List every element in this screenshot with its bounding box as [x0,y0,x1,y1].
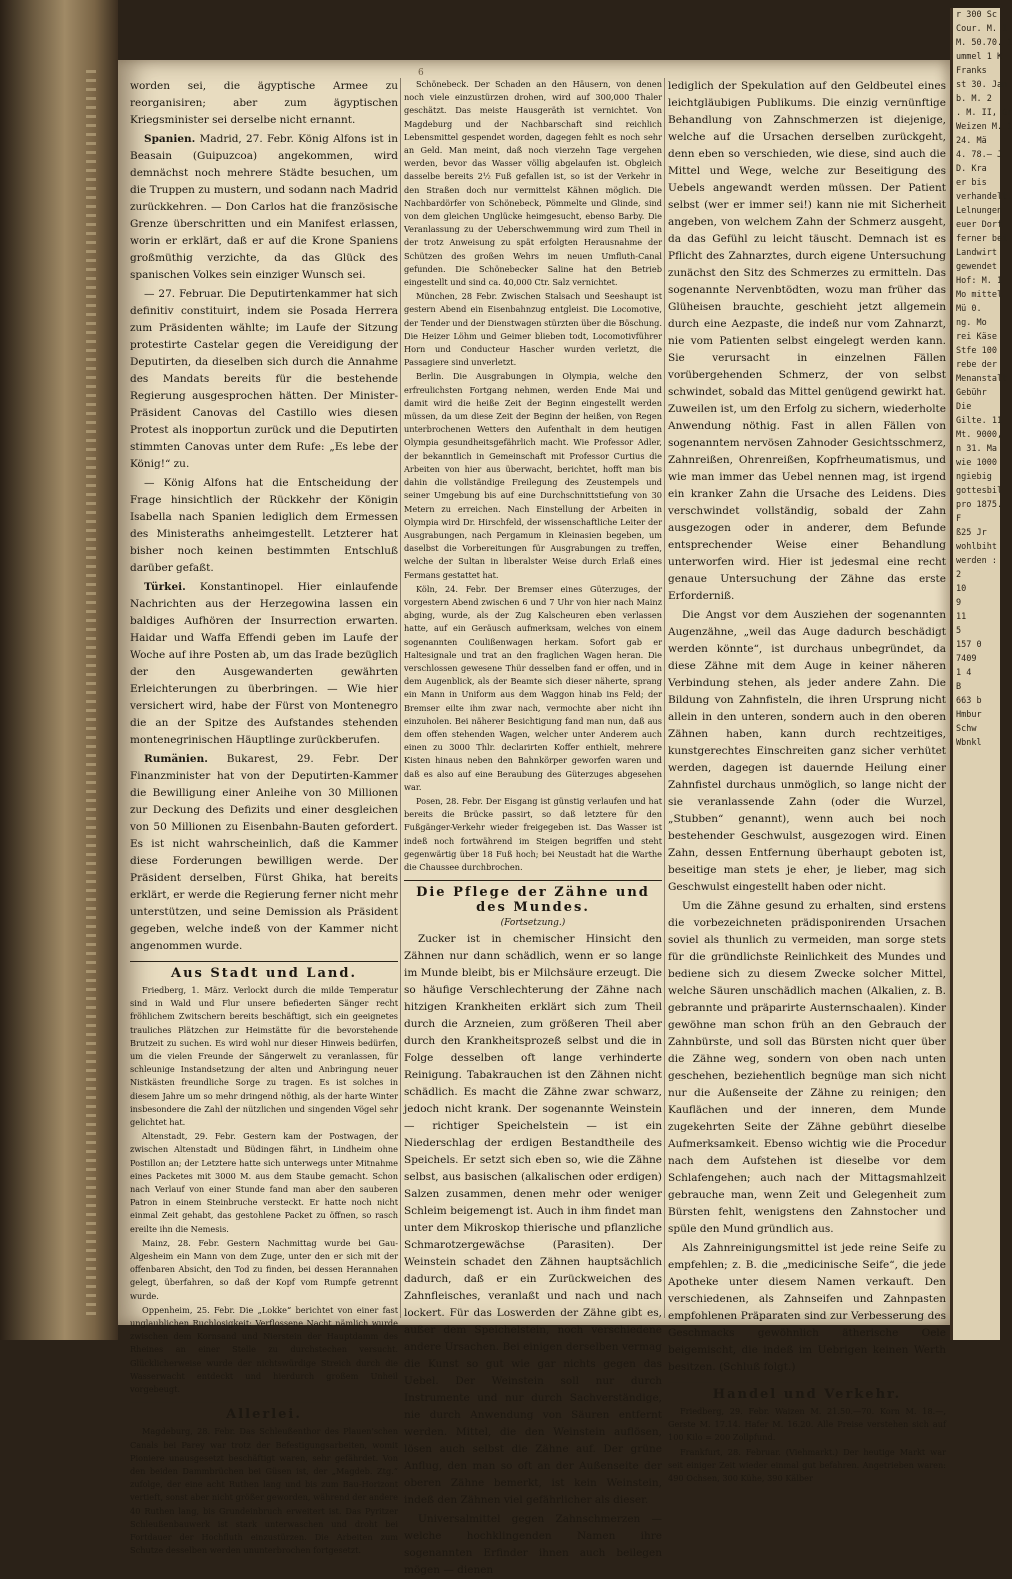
adjacent-page-text: Mü 0. [956,304,982,314]
binding-stitch [86,97,96,100]
binding-stitch [86,934,96,937]
newspaper-page [118,60,950,1577]
binding-stitch [86,1042,96,1045]
binding-stitch [86,970,96,973]
adjacent-page-text: 11 [956,612,967,622]
column-1 [130,78,399,1556]
binding-stitch [86,286,96,289]
adjacent-page-text: Hof: M. 1 [956,276,1003,286]
adjacent-page-text: 4. 78.— J [956,150,1003,160]
spain-heading: Spanien. [144,133,196,145]
binding-stitch [86,304,96,307]
adjacent-page-text: Weizen M. 1 [956,122,1012,132]
binding-stitch [86,331,96,334]
binding-stitch [86,484,96,487]
adjacent-page-text: ummel 1 K [956,52,1003,62]
binding-stitch [86,376,96,379]
romania-text: Bukarest, 29. Febr. Der Finanzminister hat von der Deputirten-Kammer die Bewilligung einer Anleihe von 30 Millionen zur Deckung des Defizits und einer desgleichen von 50 Millionen zu Eisenbahn-Bauten gefordert. Es ist nicht wahrscheinlich, daß die Kammer diese Forderungen bewilligen werde. Der Präsident derselben, Fürst Ghika, hat bereits erklärt, er werde die Regierung ferner nicht mehr unterstützen, und seine Demission als Präsident gegeben, welche indeß von der Kammer nicht angenommen wurde. [130,753,399,952]
article-subheading: (Fortsetzung.) [500,918,566,929]
binding-stitch [86,196,96,199]
local-news-item: Oppenheim, 25. Febr. Die „Lokke“ berichtet von einer fast unglaublichen Ruchlosigkeit: Verflossene Nacht nämlich wurde zwischen dem Kornsand und Nierstein der Hauptdamm des Rheines an einer Stelle zu durchstechen versucht. Glücklicherweise wurde der nichtswürdige Streich durch die Wasserwacht entdeckt und hierdurch großem Unheil vorgebeugt. [130,1304,398,1395]
miscellany-item: Magdeburg, 28. Febr. Das Schleußenthor des Plauen'schen Canals bei Parey war trotz der Befestigungsarbeiten, womit Pioniere unausgesetzt beschäftigt waren, sehr gefährdet. Von den beiden Dammbrüchen bei Güsen ist, der „Magdeb. Ztg.“ zufolge, der eine acht Ruthen lang und bis zum Bau-Horizont vertieft, sonst aber nicht größer geworden, während der andere 40 Ruthen lang, bis Grundeinbruch erweitert ist. Das Pyritzer Schleußenbauwerk ist stark unterwaschen und droht bei Fortdauer der Hochfluth einzustürzen. Die Arbeiten zum Schutze desselben werden ununterbrochen fortgesetzt. [130,1426,398,1556]
binding-stitch [86,592,96,595]
binding-stitch [86,241,96,244]
adjacent-page-text: 9 [956,598,962,608]
binding-stitch [86,232,96,235]
binding-stitch [86,1123,96,1126]
binding-stitch [86,214,96,217]
adjacent-page-text: er bis [956,178,987,188]
binding-stitch [86,403,96,406]
adjacent-page-text: Wbnkl [956,738,982,748]
adjacent-page-text: werden : [956,556,997,566]
binding-stitch [86,88,96,91]
binding-stitch [86,295,96,298]
adjacent-page-text: . M. II, Gr [956,108,1012,118]
binding-stitch [86,268,96,271]
binding-stitch [86,1168,96,1171]
binding-stitch [86,1132,96,1135]
binding-stitch [86,1249,96,1252]
binding-stitch [86,367,96,370]
binding-stitch [86,997,96,1000]
binding-stitch [86,988,96,991]
binding-stitch [86,808,96,811]
binding-stitch [86,880,96,883]
binding-stitch [86,736,96,739]
column-2 [404,78,662,1577]
turkey-text: Konstantinopel. Hier einlaufende Nachrichten aus der Herzegowina lassen ein baldiges Aufhören der Insurrection erwarten. Haidar und Waffa Effendi geben im Laufe der Woche auf ihre Posten ab, um das Irade bezüglich der den Ausgewanderten gewährten Erleichterungen zu überbringen. — Wie hier versichert wird, habe der Fürst von Montenegro die an der Spitze des Aufstandes stehenden montenegrinischen Häuptlinge zurückberufen. [130,581,398,746]
binding-stitch [86,349,96,352]
local-news-item: Friedberg, 1. März. Verlockt durch die milde Temperatur sind in Wald und Flur unsere befiederten Sänger recht fröhlichem Zwitschern bereits beschäftigt, sich ein geeignetes trauliches Plätzchen zur Heimstätte für die bevorstehende Brutzeit zu suchen. Es wird wohl nur dieser Hinweis bedürfen, um die vielen Freunde der Sängerwelt zu veranlassen, für schleunige Instandsetzung der alten und Anbringung neuer Nistkästen freundliche Sorge zu tragen. Es ist solches in diesem Jahre um so mehr dringend nöthig, als der harte Winter insbesondere die Zahl der nützlichen und singenden Vögel sehr gelichtet hat. [130,985,398,1128]
article-paragraph: Um die Zähne gesund zu erhalten, sind erstens die vorbezeichneten prädisponirenden Ursachen soviel als thunlich zu vermeiden, man sorge stets für die gründlichste Reinlichkeit des Mundes und bediene sich zu diesem Zwecke solcher Mittel, welche Säuren unschädlich machen (Alkalien, z. B. gebrannte und präparirte Austernschaalen). Kinder gewöhne man schon früh an den Gebrauch der Zahnbürste, und soll das Bürsten nicht quer über die Zähne weg, sondern von oben nach unten geschehen, beziehentlich begnüge man sich nicht nur die Außenseite der Zähne zu reinigen; den Kauflächen und der inneren, dem Munde zugekehrten Seite der Zähne gebührt dieselbe Aufmerksamkeit. Ebenso wichtig wie die Procedur nach dem Aufstehen ist dieselbe vor dem Schlafengehen; auch nach der Mittagsmahlzeit gebrauche man, wenn Zeit und Gelegenheit zum Bürsten fehlt, wenigstens den Zahnstocher und spüle den Mund gründlich aus. [668,900,946,1235]
egypt-paragraph: worden sei, die ägyptische Armee zu reorganisiren; aber zum ägyptischen Kriegsminister sei derselbe nicht ernannt. [130,80,398,126]
book-binding [0,0,118,1340]
binding-stitch [86,889,96,892]
binding-stitch [86,520,96,523]
page-mark: 6 [418,68,424,78]
binding-stitch [86,799,96,802]
binding-stitch [86,781,96,784]
binding-stitch [86,1276,96,1279]
adjacent-page-text: st 30. Jan [956,80,1008,90]
binding-stitch [86,961,96,964]
adjacent-page-text: gewendet [956,262,997,272]
binding-stitch [86,1105,96,1108]
binding-stitch [86,1186,96,1189]
binding-stitch [86,718,96,721]
binding-stitch [86,70,96,73]
miscellany-item: Posen, 28. Febr. Der Eisgang ist günstig verlaufen und hat bereits die Brücke passirt, so daß letztere für den Fußgänger-Verkehr wieder freigegeben ist. Das Wasser ist indeß noch fortwährend im Steigen begriffen und steht gegenwärtig über 18 Fuß hoch; bei Neustadt hat die Warthe die Chaussee durchbrochen. [404,795,662,872]
trade-item: Friedberg, 29. Febr. Waizen M. 21.50.—70. Korn M. 18.—, Gerste M. 17.14. Hafer M. 16.20. Alle Preise verstehen sich auf 100 Kilo = 200 Zollpfund. [668,1406,946,1443]
binding-stitch [86,790,96,793]
adjacent-page-text: euer Dorf [956,220,1003,230]
local-news-list [130,984,398,1396]
binding-stitch [86,1024,96,1027]
binding-stitch [86,979,96,982]
binding-stitch [86,1087,96,1090]
romania-heading: Rumänien. [144,753,208,765]
binding-stitch [86,502,96,505]
spain-paragraph [130,131,398,284]
binding-stitch [86,277,96,280]
binding-stitch [86,421,96,424]
binding-stitch [86,952,96,955]
binding-stitch [86,565,96,568]
binding-stitch [86,133,96,136]
binding-stitch [86,1267,96,1270]
binding-stitch [86,1213,96,1216]
binding-stitch [86,1141,96,1144]
adjacent-page-text: ng. Mo [956,318,987,328]
article-paragraph: lediglich der Spekulation auf den Geldbeutel eines leichtgläubigen Publikums. Die einzig vernünftige Behandlung von Zahnschmerzen ist diejenige, welche auf die Ursachen derselben zurückgeht, denn eben so verschieden, wie diese, sind auch die Mittel und Wege, welche zur Beseitigung des Uebels angewandt werden müssen. Der Patient selbst (wer er immer sei!) kann nie mit Sicherheit angeben, von welchem Zahn der Schmerz ausgeht, da das Gefühl zu leicht täuscht. Demnach ist es Pflicht des Zahnarztes, durch eigene Untersuchung zunächst den Sitz des Schmerzes zu ermitteln. Das sogenannte Nervenbtödten, wozu man früher das Glüheisen brauchte, geschieht jetzt allgemein durch eine Aezpaste, die indeß nur vom Zahnarzt, nie vom Patienten selbst eingelegt werden kann. Sie verursacht in einzelnen Fällen vorübergehenden Schmerz, der von selbst schwindet, sobald das Mittel genügend gewirkt hat. Zuweilen ist, um den Erfolg zu sichern, wiederholte Anwendung nöthig. Fast in allen Fällen von sogenanntem nervösen Zahnoder Gesichtsschmerz, Zahnreißen, Ohrenreißen, Kopfrheumatismus, und wie man immer das Uebel nennen mag, ist irgend ein kranker Zahn die Ursache des Leidens. Dies verschwindet vollständig, sobald der Zahn ausgezogen oder in anderer, dem Befunde entsprechender Weise einer Behandlung unterworfen wird. Hier ist jedesmal eine recht genaue Untersuchung der Zähne das erste Erforderniß. [668,80,946,602]
adjacent-page-text: 2 [956,570,962,580]
binding-stitch [86,709,96,712]
binding-stitch [86,619,96,622]
spain-text: Madrid, 27. Febr. König Alfons ist in Beasain (Guipuzcoa) angekommen, wird demnächst noch mehrere Städte besuchen, um die Truppen zu mustern, und sodann nach Madrid zurückkehren. — Don Carlos hat die französische Grenze überschritten und ein Manifest erlassen, worin er erklärt, daß er auf die Krone Spaniens großmüthig verzichte, da das Glück des spanischen Volkes sein einziger Wunsch sei. [130,133,398,281]
binding-stitch [86,745,96,748]
adjacent-page-text: Stfe 100 [956,346,997,356]
adjacent-page-text: wie 1000 [956,458,997,468]
miscellany-item: München, 28 Febr. Zwischen Stalsach und Seeshaupt ist gestern Abend ein Eisenbahnzug entgleist. Die Locomotive, der Tender und der Dienstwagen stürzten über die Böschung. Die Heizer Löhm und Geimer blieben todt, Locomotivführer Horn und Conducteur Hascher wurden verletzt, die Passagiere sind unverletzt. [404,291,662,368]
binding-stitch [86,673,96,676]
binding-stitch [86,1294,96,1297]
adjacent-page-text: 157 0 [956,640,982,650]
binding-stitch [86,1033,96,1036]
binding-stitch [86,1096,96,1099]
article-paragraph: Die Angst vor dem Ausziehen der sogenannten Augenzähne, „weil das Auge dadurch beschädigt werden könnte“, ist durchaus unbegründet, da diese Zähne mit dem Auge in keiner näheren Verbindung stehen, als jeder andere Zahn. Die Bildung von Zahnfisteln, die ihren Ursprung nicht allein in den unteren, sondern auch in den oberen Zähnen haben, kann durch rechtzeitiges, kunstgerechtes Einschreiten ganz sicher verhütet werden, dagegen ist dauernde Heilung einer Zahnfistel durchaus unmöglich, so lange nicht der sie veranlassende Zahn (oder die Wurzel, „Stubben“ genannt), wenn auch bei noch bestehender Geschwulst, ausgezogen wird. Einen Zahn, dessen Entfernung überhaupt geboten ist, beseitige man stets je eher, je lieber, mag sich Geschwulst eingestellt haben oder nicht. [668,609,946,893]
miscellany-heading: Allerlei. [130,1402,398,1422]
miscellany-item: Berlin. Die Ausgrabungen in Olympia, welche den erfreulichsten Fortgang nehmen, werden Ende Mai und damit wird die heiße Zeit der Beginn eingestellt werden müssen, da um diese Zeit der Beginn der heißen, von Regen unterbrochenen Wetters den Aufenthalt in dem heutigen Olympia gesundheitsgefährlich macht. Wie Professor Adler, der bekanntlich in Gemeinschaft mit Professor Curtius die Arbeiten von hier aus überwacht, berichtet, hofft man bis dahin die vollständige Freilegung des Zeustempels und seiner Umgebung bis auf eine Durchschnittstiefung von 30 Metern zu erreichen. Nach Einstellung der Arbeiten in Olympia wird Dr. Hirschfeld, der wissenschaftliche Leiter der Ausgrabungen, nach Pergamum in Kleinasien begeben, um daselbst die Vorbereitungen für Ausgrabungen zu treffen, welche der Sultan in liberalster Weise durch Erlaß eines Fermans gestattet hat. [404,371,662,580]
adjacent-page-text: Franks [956,66,987,76]
adjacent-page-text: verhandelt. [956,192,1012,202]
local-news-item: Altenstadt, 29. Febr. Gestern kam der Postwagen, der zwischen Altenstadt und Büdingen fährt, in Lindheim ohne Postillon an; der Letztere hatte sich unterwegs unter Mitnahme eines Packetes mit 3000 M. aus dem Staube gemacht. Schon nach Verlauf von einer Stunde fand man aber den sauberen Patron in einem Steinbruche versteckt. Er hatte noch nicht einmal Zeit gehabt, das gestohlene Packet zu öffnen, so rasch ereilte ihn die Nemesis. [130,1131,398,1234]
binding-stitch [86,178,96,181]
binding-stitch [86,340,96,343]
adjacent-page-text: D. Kra [956,164,987,174]
miscellany-item: Köln, 24. Febr. Der Bremser eines Güterzuges, der vorgestern Abend zwischen 6 und 7 Uhr von hier nach Mainz abging, wurde, als der Zug Kalscheuren eben verlassen hatte, auf ein Geräusch aufmerksam, welches von einem sogenannten Coulißenwagen herkam. Sofort gab er Haltesignale und trat an den fraglichen Wagen heran. Die verschlossen gewesene Thür desselben fand er offen, und in dem Augenblick, als der Beamte sich dieser näherte, sprang ein Mann in Uniform aus dem Waggon hinab ins Feld; der Bremser eilte ihm zwar nach, vermochte aber nicht ihn einzuholen. Bei näherer Besichtigung fand man nun, daß aus dem offen stehenden Wagen, welcher unter Anderem auch einen zu 3000 Thlr. declarirten Koffer enthielt, mehrere Kisten hinaus neben den Bahnkörper geworfen waren und daß es also auf eine Beraubung des Güterzuges abgesehen war. [404,583,662,792]
binding-stitch [86,394,96,397]
binding-stitch [86,1006,96,1009]
binding-stitch [86,448,96,451]
article-paragraph: Als Zahnreinigungsmittel ist jede reine Seife zu empfehlen; z. B. die „medicinische Seife“, die jede Apotheke unter diesem Namen verkauft. Den verschiedenen, als Zahnseifen und Zahnpasten empfohlenen Präparaten sind zur Verbesserung des Geschmacks gewöhnlich ätherische Oele beigemischt, die indeß im Uebrigen keinen Werth besitzen. (Schluß folgt.) [668,1242,946,1373]
binding-stitch [86,493,96,496]
binding-stitch [86,610,96,613]
article-paragraph: Zucker ist in chemischer Hinsicht den Zähnen nur dann schädlich, wenn er so lange im Munde bleibt, bis er Milchsäure erzeugt. Die so häufige Verschlechterung der Zähne nach hitzigen Krankheiten erklärt sich zum Theil durch die Arzneien, zum größeren Theil aber durch den Krankheitsprozeß selbst und die in Folge desselben oft lange verhinderte Reinigung. Tabakrauchen ist den Zähnen nicht schädlich. Es macht die Zähne zwar schwarz, jedoch nicht krank. Der sogenannte Weinstein — richtiger Speichelstein — ist ein Niederschlag der erdigen Bestandtheile des Speichels. Er setzt sich eben so, wie die Zähne selbst, aus basischen (alkalischen oder erdigen) Salzen zusammen, denen mehr oder weniger Schleim beigemengt ist. Auch in ihm findet man unter dem Mikroskop thierische und pflanzliche Schmarotzergewächse (Parasiten). Der Weinstein schadet den Zähnen hauptsächlich dadurch, daß er ein Zurückweichen des Zahnfleisches, veranlaßt und nach und nach lockert. Für das Loswerden der Zähne gibt es, außer dem Speichelstein, noch verschiedene andere Ursachen. Bei einigen derselben vermag die Kunst so gut wie gar nichts gegen das Uebel. Der Weinstein soll nur durch Instrumente und nur durch Sachverständige, nie durch Anwendung von Säuren entfernt werden. Mittel, die den Weinstein auflösen, lösen auch selbst die Zähne auf. Der grüne Anflug, den man so oft an der Außenseite der oberen Zähne bemerkt, ist kein Weinstein, indeß den Zähnen viel gefährlicher als dieser. [404,933,662,1507]
binding-stitch [86,187,96,190]
adjacent-page-text: Gebühr [956,388,987,398]
adjacent-page-text: n 31. Ma [956,444,997,454]
turkey-paragraph [130,579,398,749]
local-news-item: Mainz, 28. Febr. Gestern Nachmittag wurde bei Gau-Algesheim ein Mann von dem Zuge, unter den er sich mit der offenbaren Absicht, den Tod zu finden, bei dessen Herannahen gelegt, überfahren, so daß der Kopf vom Rumpfe getrennt wurde. [130,1237,398,1301]
binding-stitch [86,160,96,163]
binding-stitch [86,457,96,460]
turkey-heading: Türkei. [144,581,186,593]
romania-paragraph [130,751,398,955]
binding-stitch [86,628,96,631]
binding-stitch [86,538,96,541]
binding-stitch [86,1051,96,1054]
adjacent-page-text: rei Käse [956,332,997,342]
adjacent-page-text: Schw [956,724,977,734]
adjacent-page-text: rebe der [956,360,997,370]
adjacent-page-text: Lelnungen [956,206,1003,216]
binding-stitch [86,556,96,559]
adjacent-page-text: ngiebig [956,472,992,482]
binding-stitch [86,1258,96,1261]
spain-paragraph-3: — König Alfons hat die Entscheidung der Frage hinsichtlich der Rückkehr der Königin Isabella nach Spanien lediglich dem Ermessen des Ministeraths anheimgestellt. Letzterer hat bisher noch keinen bestimmten Entschluß darüber gefaßt. [130,477,398,574]
binding-stitch [86,151,96,154]
binding-stitch [86,646,96,649]
column-rule-2 [664,78,665,1318]
trade-heading: Handel und Verkehr. [668,1382,946,1402]
binding-stitch [86,1114,96,1117]
adjacent-page-text: Mo mittel [956,290,1003,300]
adjacent-page-text: 1 4 [956,668,972,678]
binding-stitch [86,466,96,469]
adjacent-page-text: 24. Mä [956,136,987,146]
binding-stitch [86,835,96,838]
binding-stitch [86,1195,96,1198]
adjacent-page-text: 5 [956,626,962,636]
binding-stitch [86,430,96,433]
binding-stitch [86,691,96,694]
trade-item: Frankfurt, 28. Februar. (Viehmarkt.) Der heutige Markt war seit einiger Zeit wieder einmal gut befahren. Angetrieben waren: 490 Ochsen, 300 Kühe, 390 Kälber [668,1446,946,1484]
adjacent-page-text: 7409 [956,654,977,664]
binding-stitch [86,313,96,316]
binding-stitch [86,754,96,757]
binding-stitch [86,1303,96,1306]
adjacent-page-text: Cour. M. 1 [956,24,1008,34]
binding-stitch [86,1285,96,1288]
binding-stitch [86,664,96,667]
binding-stitch [86,700,96,703]
column-rule-1 [400,78,401,1318]
binding-stitch [86,583,96,586]
adjacent-page-text: ferner bei [956,234,1008,244]
binding-stitch [86,844,96,847]
binding-stitch [86,1231,96,1234]
binding-stitch [86,943,96,946]
local-news-heading: Aus Stadt und Land. [130,961,398,981]
adjacent-page-text: wohlbiht [956,542,997,552]
binding-stitch [86,1222,96,1225]
binding-stitch [86,475,96,478]
binding-stitch [86,574,96,577]
miscellany-item: Schönebeck. Der Schaden an den Häusern, von denen noch viele einzustürzen drohen, wird auf 300,000 Thaler geschätzt. Das meiste Hausgeräth ist vernichtet. Von Magdeburg und der Nachbarschaft sind reichlich Lebensmittel gespendet worden, dagegen fehlt es noch sehr an Geld. Man meint, daß noch vierzehn Tage vergehen werden, bevor das Wasser völlig abgelaufen ist. Obgleich dasselbe bereits 2½ Fuß gefallen ist, so ist der Verkehr in den Straßen doch nur vermittelst Kähnen möglich. Die Nachbardörfer von Schönebeck, Pömmelte und Glinde, sind von dem gleichen Unglücke heimgesucht, ebenso Barby. Die Veranlassung zu der Ueberschwemmung wird zum Theil in der trotz Anweisung zu spät erfolgten Herausnahme der Schützen des großen Wehrs im neuen Umfluth-Canal gefunden. Die Schönebecker Saline hat den Betrieb eingestellt und sind ca. 40,000 Ctr. Salz vernichtet. [404,79,662,288]
binding-stitch [86,682,96,685]
binding-stitch [86,655,96,658]
adjacent-page-text: Die [956,402,972,412]
binding-stitch [86,1177,96,1180]
binding-stitch [86,1015,96,1018]
binding-stitch [86,529,96,532]
binding-stitch [86,511,96,514]
binding-stitch [86,772,96,775]
adjacent-page-text: 663 b [956,696,982,706]
binding-stitch [86,898,96,901]
binding-stitch [86,907,96,910]
binding-stitch [86,79,96,82]
binding-stitch [86,106,96,109]
binding-stitch [86,817,96,820]
binding-stitch [86,925,96,928]
adjacent-page-text: b. M. 2 [956,94,992,104]
binding-stitch [86,412,96,415]
adjacent-page-fragment [950,8,1012,1340]
binding-stitch [86,826,96,829]
binding-stitch [86,385,96,388]
binding-stitch [86,862,96,865]
binding-stitch [86,547,96,550]
adjacent-page-text: B [956,682,962,692]
binding-stitch [86,142,96,145]
adjacent-page-text: r 300 Sc [956,10,997,20]
binding-stitch [86,1204,96,1207]
binding-stitch [86,871,96,874]
binding-stitch [86,250,96,253]
article-heading: Die Pflege der Zähne und des Mundes. [404,880,662,915]
binding-stitch [86,727,96,730]
binding-stitch [86,853,96,856]
adjacent-page-text: Menanstalt [956,374,1008,384]
adjacent-page-text: Hmbur [956,710,982,720]
binding-stitch [86,1150,96,1153]
binding-stitch [86,223,96,226]
adjacent-page-text: pro 1875. [956,500,1003,510]
adjacent-page-text: 10 [956,584,967,594]
adjacent-page-text: gottesbil [956,486,1003,496]
binding-stitch [86,1060,96,1063]
binding-stitch [86,358,96,361]
binding-stitch [86,439,96,442]
binding-stitch [86,115,96,118]
binding-stitch [86,637,96,640]
adjacent-page-text: F [956,514,962,524]
spain-paragraph-2: — 27. Februar. Die Deputirtenkammer hat sich definitiv constituirt, indem sie Posada Herrera zum Präsidenten wählte; im Laufe der Sitzung protestirte Castelar gegen die Vereidigung der Deputirten, da dieselben sich durch die Annahme des Mandats bereits für die bestehende Regierung ausgesprochen hätten. Der Minister-Präsident Canovas del Castillo wies diesen Protest als inopportun zurück und die Deputirten stimmten Canovas unter dem Rufe: „Es lebe der König!“ zu. [130,288,398,470]
binding-stitch [86,1078,96,1081]
binding-stitch [86,322,96,325]
binding-stitch [86,169,96,172]
binding-stitch [86,1159,96,1162]
binding-stitch [86,916,96,919]
binding-stitch [86,1240,96,1243]
column-3 [668,78,946,1484]
binding-stitch [86,763,96,766]
binding-stitch [86,259,96,262]
binding-stitch [86,124,96,127]
binding-stitch [86,1312,96,1315]
binding-stitch [86,601,96,604]
adjacent-page-text: Gilte. 11 [956,416,1003,426]
binding-stitch [86,205,96,208]
article-paragraph: Universalmittel gegen Zahnschmerzen — welche hochklingenden Namen ihre sogenannten Erfinder ihnen auch beilegen mögen — dienen [404,1513,662,1577]
binding-stitch [86,1069,96,1072]
adjacent-page-text: Mt. 9000, [956,430,1003,440]
adjacent-page-text: ß25 Jr [956,528,987,538]
adjacent-page-text: Landwirt [956,248,997,258]
adjacent-page-text: M. 50.70. 1 [956,38,1012,48]
